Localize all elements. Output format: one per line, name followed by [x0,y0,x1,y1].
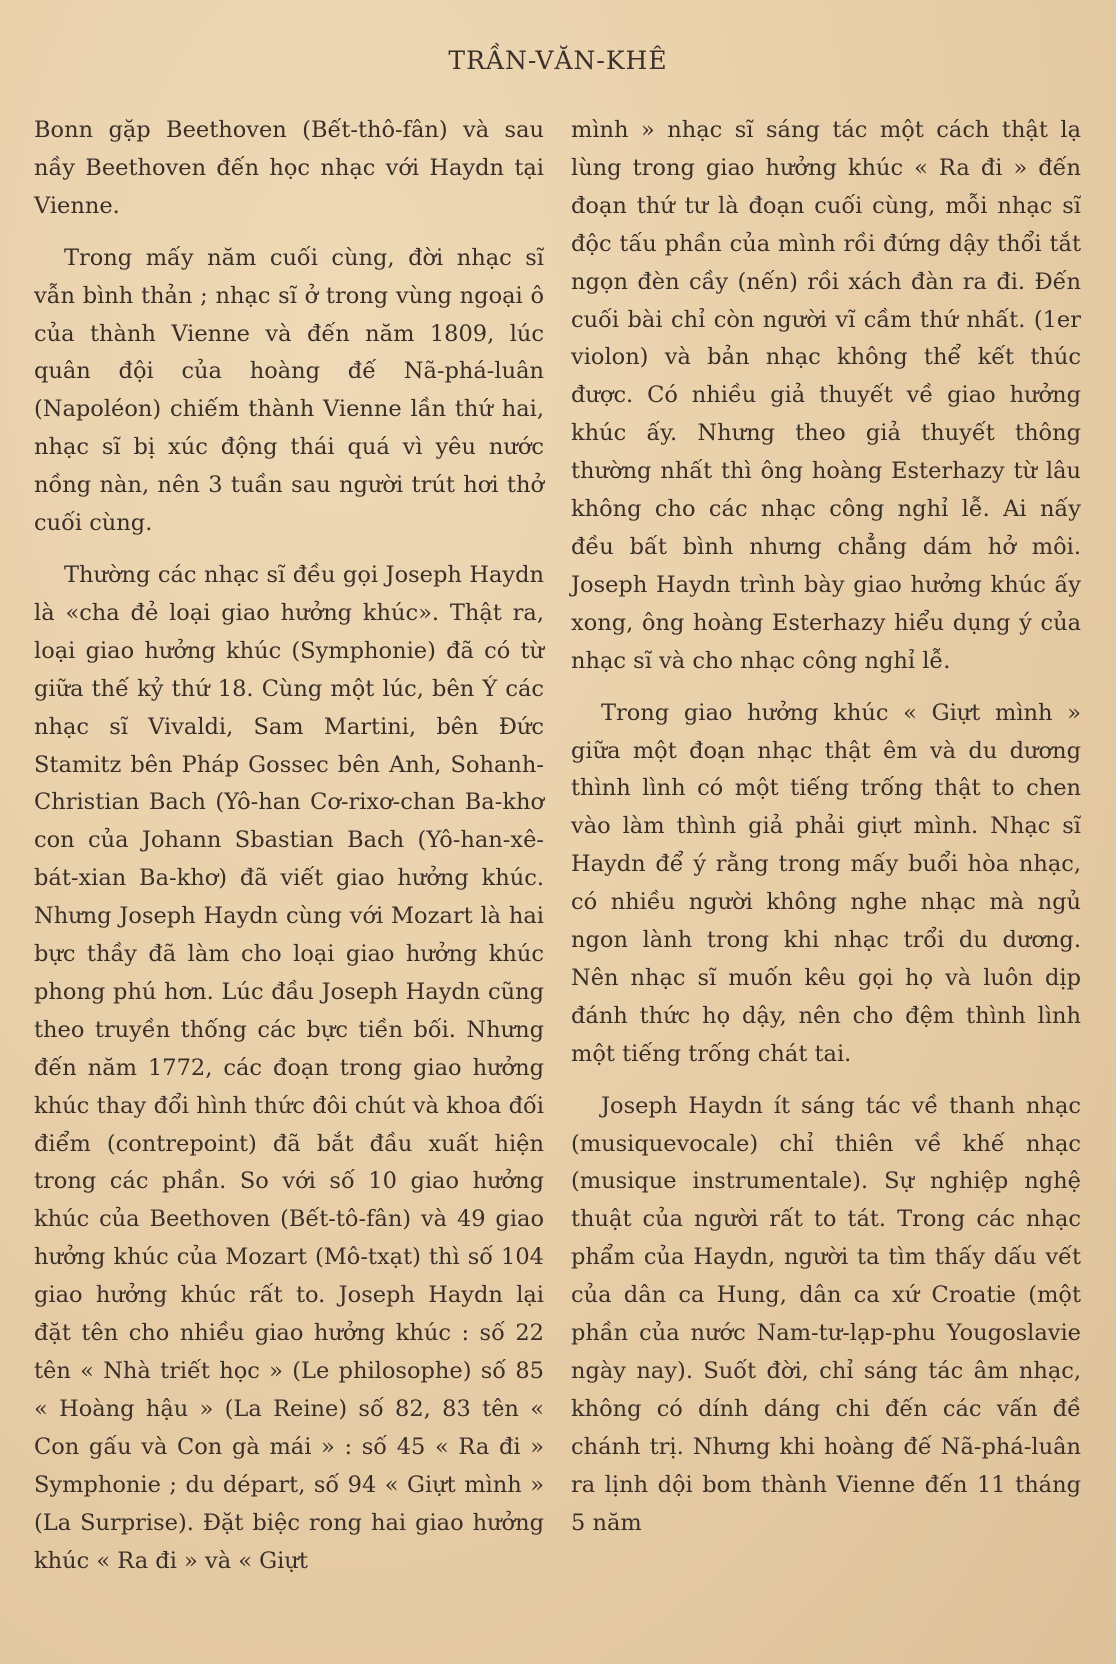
paragraph: Joseph Haydn ít sáng tác về thanh nhạc (musiquevocale) chỉ thiên về khế nhạc (musique instrumentale). Sự nghiệp nghệ thuật của người rất to tát. Trong các nhạc phẩm của Haydn, người ta tìm thấy dấu vết của dân ca Hung, dân ca xứ Croatie (một phần của nước Nam-tư-lạp-phu Yougoslavie ngày nay). Suốt đời, chỉ sáng tác âm nhạc, không có dính dáng chi đến các vấn đề chánh trị. Nhưng khi hoàng đế Nã-phá-luân ra lịnh dội bom thành Vienne đến 11 tháng 5 năm [571,1092,1081,1536]
running-header: TRẦN-VĂN-KHÊ [448,46,668,75]
paragraph: Trong giao hưởng khúc « Giựt mình » giữa một đoạn nhạc thật êm và du dương thình lình có một tiếng trống thật to chen vào làm thình giả phải giựt mình. Nhạc sĩ Haydn để ý rằng trong mấy buổi hòa nhạc, có nhiều người không nghe nhạc mà ngủ ngon lành trong khi nhạc trổi du dương. Nên nhạc sĩ muốn kêu gọi họ và luôn dịp đánh thức họ dậy, nên cho đệm thình lình một tiếng trống chát tai. [571,699,1081,1067]
right-column [571,112,1081,1557]
paragraph: mình » nhạc sĩ sáng tác một cách thật lạ lùng trong giao hưởng khúc « Ra đi » đến đoạn thứ tư là đoạn cuối cùng, mỗi nhạc sĩ độc tấu phần của mình rồi đứng dậy thổi tắt ngọn đèn cầy (nến) rồi xách đàn ra đi. Đến cuối bài chỉ còn người vĩ cầm thứ nhất. (1er violon) và bản nhạc không thể kết thúc được. Có nhiều giả thuyết về giao hưởng khúc ấy. Nhưng theo giả thuyết thông thường nhất thì ông hoàng Esterhazy từ lâu không cho các nhạc công nghỉ lễ. Ai nấy đều bất bình nhưng chẳng dám hở môi. Joseph Haydn trình bày giao hưởng khúc ấy xong, ông hoàng Esterhazy hiểu dụng ý của nhạc sĩ và cho nhạc công nghỉ lễ. [571,117,1081,674]
paragraph: Bonn gặp Beethoven (Bết-thô-fân) và sau nầy Beethoven đến học nhạc với Haydn tại Vienne. [34,117,544,219]
paragraph: Trong mấy năm cuối cùng, đời nhạc sĩ vẫn bình thản ; nhạc sĩ ở trong vùng ngoại ô của thành Vienne và đến năm 1809, lúc quân đội của hoàng đế Nã-phá-luân (Napoléon) chiếm thành Vienne lần thứ hai, nhạc sĩ bị xúc động thái quá vì yêu nước nồng nàn, nên 3 tuần sau người trút hơi thở cuối cùng. [34,244,544,537]
paragraph: Thường các nhạc sĩ đều gọi Joseph Haydn là «cha đẻ loại giao hưởng khúc». Thật ra, loại giao hưởng khúc (Symphonie) đã có từ giữa thế kỷ thứ 18. Cùng một lúc, bên Ý các nhạc sĩ Vivaldi, Sam Martini, bên Đức Stamitz bên Pháp Gossec bên Anh, Sohanh-Christian Bach (Yô-han Cơ-rixơ-chan Ba-khơ con của Johann Sbastian Bach (Yô-han-xê-bát-xian Ba-khơ) đã viết giao hưởng khúc. Nhưng Joseph Haydn cùng với Mozart là hai bực thầy đã làm cho loại giao hưởng khúc phong phú hơn. Lúc đầu Joseph Haydn cũng theo truyền thống các bực tiền bối. Nhưng đến năm 1772, các đoạn trong giao hưởng khúc thay đổi hình thức đôi chút và khoa đối điểm (contrepoint) đã bắt đầu xuất hiện trong các phần. So với số 10 giao hưởng khúc của Beethoven (Bết-tô-fân) và 49 giao hưởng khúc của Mozart (Mô-txạt) thì số 104 giao hưởng khúc rất to. Joseph Haydn lại đặt tên cho nhiều giao hưởng khúc : số 22 tên « Nhà triết học » (Le philosophe) số 85 « Hoàng hậu » (La Reine) số 82, 83 tên « Con gấu và Con gà mái » : số 45 « Ra đi » Symphonie ; du départ, số 94 « Giựt mình » (La Surprise). Đặt biệc rong hai giao hưởng khúc « Ra đi » và « Giựt [34,561,544,1574]
left-column [34,112,544,1594]
